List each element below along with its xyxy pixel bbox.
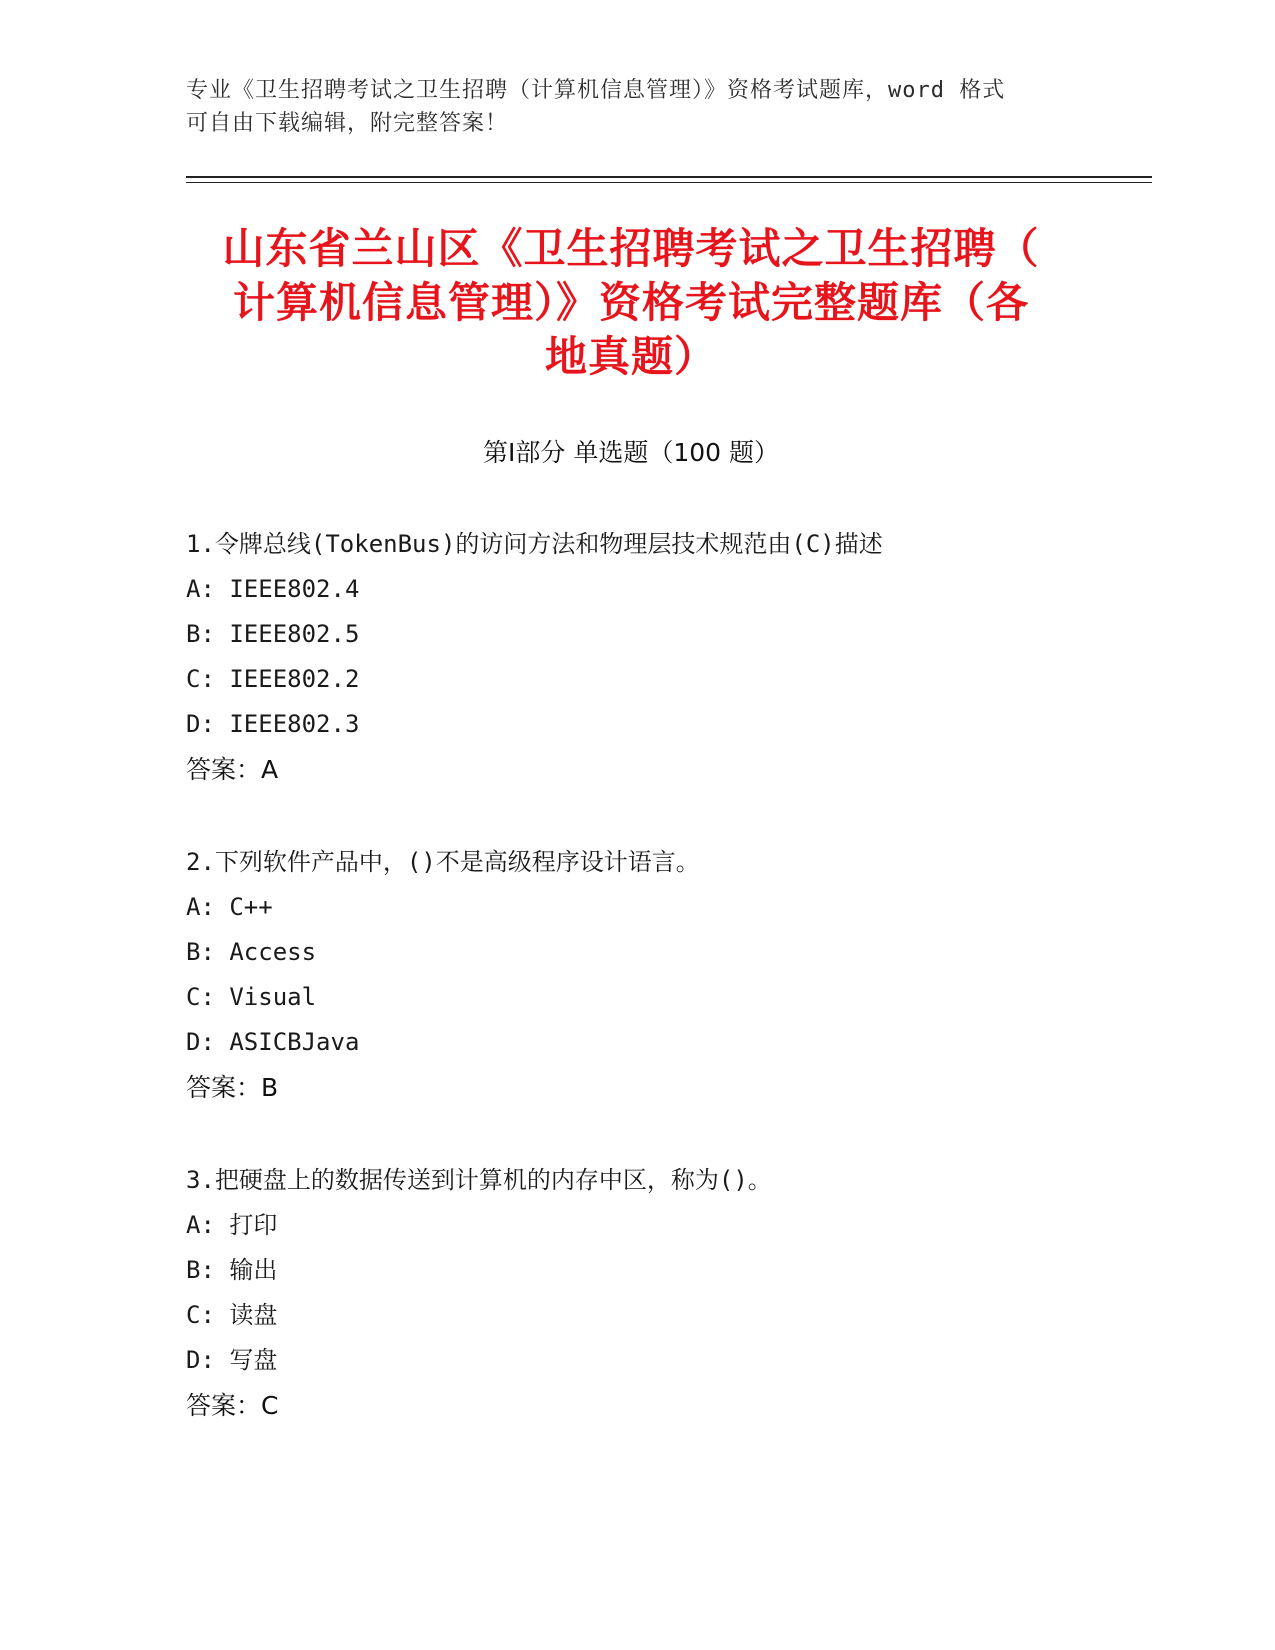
document-title-line-2: 计算机信息管理）》资格考试完整题库（各 [232,278,1029,327]
option-c: C: IEEE802.2 [186,665,360,693]
question-stem: 1.令牌总线(TokenBus)的访问方法和物理层技术规范由(C)描述 [186,530,883,558]
question-1 [186,522,1086,792]
option-d: D: 写盘 [186,1346,278,1374]
question-stem: 2.下列软件产品中，()不是高级程序设计语言。 [186,848,700,876]
question-2 [186,840,1086,1110]
question-stem: 3.把硬盘上的数据传送到计算机的内存中区，称为()。 [186,1166,772,1194]
option-c: C: Visual [186,983,317,1011]
option-c: C: 读盘 [186,1301,278,1329]
option-b: B: IEEE802.5 [186,620,360,648]
option-b: B: 输出 [186,1256,278,1284]
option-b: B: Access [186,938,317,966]
document-title [186,222,1076,384]
document-title-line-3: 地真题） [544,332,717,381]
header-divider-thick [186,176,1152,178]
header-divider-thin [186,182,1152,183]
option-a: A: IEEE802.4 [186,575,360,603]
answer: 答案：A [186,755,279,784]
answer: 答案：C [186,1391,279,1420]
header-note-line-2: 可自由下载编辑，附完整答案！ [186,111,509,136]
option-d: D: IEEE802.3 [186,710,360,738]
option-d: D: ASICBJava [186,1028,360,1056]
question-3 [186,1158,1086,1428]
option-a: A: C++ [186,893,273,921]
header-note [186,74,1066,140]
header-note-line-1: 专业《卫生招聘考试之卫生招聘（计算机信息管理）》资格考试题库，word 格式 [186,78,1006,103]
document-title-line-1: 山东省兰山区《卫生招聘考试之卫生招聘（ [222,224,1040,273]
answer: 答案：B [186,1073,279,1102]
section-title: 第Ⅰ部分 单选题（100 题） [483,438,779,467]
option-a: A: 打印 [186,1211,278,1239]
